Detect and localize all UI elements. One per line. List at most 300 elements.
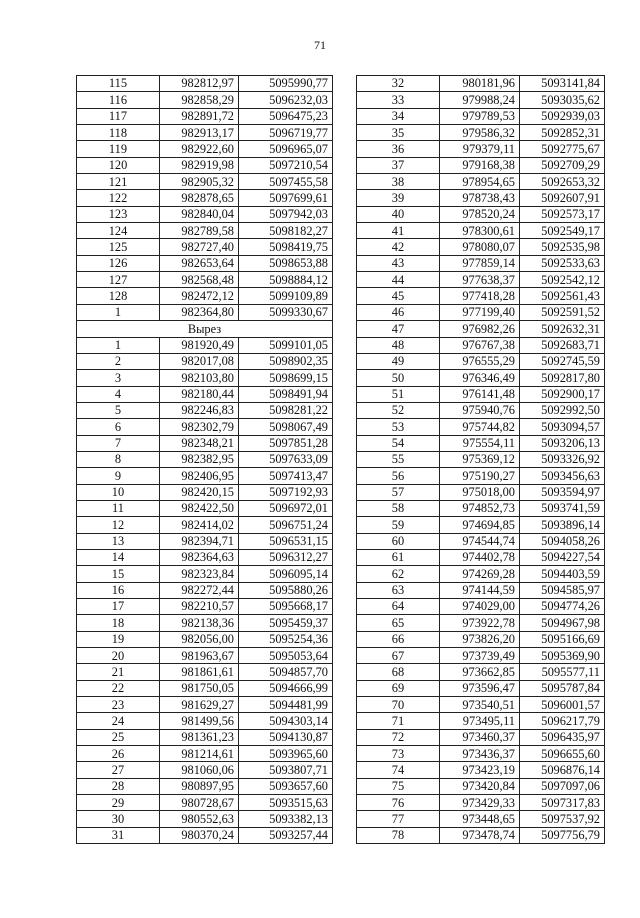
y-coordinate: 5096876,14 (520, 762, 605, 778)
table-row (357, 827, 605, 843)
x-coordinate: 981861,61 (160, 664, 239, 680)
table-row (357, 582, 605, 598)
y-coordinate: 5097699,61 (239, 190, 333, 206)
table-row (77, 484, 333, 500)
point-number: 69 (357, 680, 440, 696)
x-coordinate: 977859,14 (440, 255, 520, 271)
y-coordinate: 5092852,31 (520, 125, 605, 141)
x-coordinate: 982568,48 (160, 272, 239, 288)
table-row (77, 174, 333, 190)
y-coordinate: 5098281,22 (239, 402, 333, 418)
y-coordinate: 5093807,71 (239, 762, 333, 778)
y-coordinate: 5092535,98 (520, 239, 605, 255)
point-number: 1 (77, 337, 160, 353)
section-label: Вырез (77, 321, 333, 337)
point-number: 62 (357, 566, 440, 582)
point-number: 43 (357, 255, 440, 271)
y-coordinate: 5095787,84 (520, 680, 605, 696)
coordinates-table-right (356, 75, 605, 844)
y-coordinate: 5093741,59 (520, 500, 605, 516)
x-coordinate: 973596,47 (440, 680, 520, 696)
point-number: 19 (77, 631, 160, 647)
y-coordinate: 5093594,97 (520, 484, 605, 500)
y-coordinate: 5097455,58 (239, 174, 333, 190)
x-coordinate: 982056,00 (160, 631, 239, 647)
table-row (77, 239, 333, 255)
x-coordinate: 981750,05 (160, 680, 239, 696)
y-coordinate: 5094403,59 (520, 566, 605, 582)
point-number: 33 (357, 92, 440, 108)
y-coordinate: 5094585,97 (520, 582, 605, 598)
y-coordinate: 5096972,01 (239, 500, 333, 516)
point-number: 37 (357, 157, 440, 173)
x-coordinate: 982210,57 (160, 599, 239, 615)
point-number: 34 (357, 108, 440, 124)
point-number: 42 (357, 239, 440, 255)
x-coordinate: 982246,83 (160, 402, 239, 418)
x-coordinate: 982878,65 (160, 190, 239, 206)
y-coordinate: 5092573,17 (520, 206, 605, 222)
point-number: 7 (77, 435, 160, 451)
table-row (77, 157, 333, 173)
x-coordinate: 975018,00 (440, 484, 520, 500)
y-coordinate: 5097851,28 (239, 435, 333, 451)
y-coordinate: 5093515,63 (239, 795, 333, 811)
table-row (77, 500, 333, 516)
x-coordinate: 982394,71 (160, 533, 239, 549)
y-coordinate: 5093965,60 (239, 746, 333, 762)
x-coordinate: 977638,37 (440, 272, 520, 288)
x-coordinate: 973423,19 (440, 762, 520, 778)
x-coordinate: 980728,67 (160, 795, 239, 811)
table-body (357, 76, 605, 844)
y-coordinate: 5094967,98 (520, 615, 605, 631)
table-row (357, 206, 605, 222)
point-number: 123 (77, 206, 160, 222)
table-row (357, 304, 605, 320)
x-coordinate: 982420,15 (160, 484, 239, 500)
point-number: 15 (77, 566, 160, 582)
y-coordinate: 5095166,69 (520, 631, 605, 647)
point-number: 12 (77, 517, 160, 533)
table-row (357, 500, 605, 516)
point-number: 31 (77, 827, 160, 843)
table-row (77, 435, 333, 451)
table-row (77, 599, 333, 615)
y-coordinate: 5097413,47 (239, 468, 333, 484)
table-row (77, 762, 333, 778)
point-number: 74 (357, 762, 440, 778)
table-row (77, 582, 333, 598)
table-row (77, 713, 333, 729)
y-coordinate: 5096751,24 (239, 517, 333, 533)
table-row (357, 746, 605, 762)
table-row (357, 108, 605, 124)
table-row (77, 353, 333, 369)
x-coordinate: 973478,74 (440, 827, 520, 843)
point-number: 20 (77, 648, 160, 664)
x-coordinate: 973826,20 (440, 631, 520, 647)
x-coordinate: 973460,37 (440, 729, 520, 745)
table-row (77, 517, 333, 533)
point-number: 55 (357, 451, 440, 467)
y-coordinate: 5095880,26 (239, 582, 333, 598)
x-coordinate: 973420,84 (440, 778, 520, 794)
x-coordinate: 982406,95 (160, 468, 239, 484)
point-number: 24 (77, 713, 160, 729)
point-number: 41 (357, 223, 440, 239)
y-coordinate: 5098491,94 (239, 386, 333, 402)
point-number: 70 (357, 697, 440, 713)
point-number: 58 (357, 500, 440, 516)
table-row (357, 778, 605, 794)
x-coordinate: 982789,58 (160, 223, 239, 239)
point-number: 6 (77, 419, 160, 435)
table-row (77, 206, 333, 222)
point-number: 72 (357, 729, 440, 745)
table-row (357, 468, 605, 484)
x-coordinate: 982414,02 (160, 517, 239, 533)
point-number: 68 (357, 664, 440, 680)
point-number: 28 (77, 778, 160, 794)
y-coordinate: 5095990,77 (239, 76, 333, 92)
table-row (357, 288, 605, 304)
x-coordinate: 980552,63 (160, 811, 239, 827)
table-row (77, 729, 333, 745)
y-coordinate: 5097537,92 (520, 811, 605, 827)
table-row (357, 762, 605, 778)
y-coordinate: 5093896,14 (520, 517, 605, 533)
y-coordinate: 5097633,09 (239, 451, 333, 467)
y-coordinate: 5098902,35 (239, 353, 333, 369)
x-coordinate: 978738,43 (440, 190, 520, 206)
y-coordinate: 5092992,50 (520, 402, 605, 418)
x-coordinate: 982727,40 (160, 239, 239, 255)
x-coordinate: 974402,78 (440, 549, 520, 565)
y-coordinate: 5094303,14 (239, 713, 333, 729)
point-number: 26 (77, 746, 160, 762)
table-row (77, 680, 333, 696)
point-number: 47 (357, 321, 440, 337)
x-coordinate: 979789,53 (440, 108, 520, 124)
y-coordinate: 5094058,26 (520, 533, 605, 549)
x-coordinate: 981920,49 (160, 337, 239, 353)
point-number: 50 (357, 370, 440, 386)
point-number: 14 (77, 549, 160, 565)
x-coordinate: 976141,48 (440, 386, 520, 402)
table-row (77, 370, 333, 386)
point-number: 13 (77, 533, 160, 549)
table-row (77, 419, 333, 435)
point-number: 77 (357, 811, 440, 827)
y-coordinate: 5094666,99 (239, 680, 333, 696)
table-row (357, 141, 605, 157)
point-number: 67 (357, 648, 440, 664)
table-row (357, 337, 605, 353)
y-coordinate: 5097756,79 (520, 827, 605, 843)
table-row (77, 615, 333, 631)
point-number: 125 (77, 239, 160, 255)
point-number: 49 (357, 353, 440, 369)
table-row (77, 141, 333, 157)
y-coordinate: 5097317,83 (520, 795, 605, 811)
y-coordinate: 5098653,88 (239, 255, 333, 271)
point-number: 115 (77, 76, 160, 92)
table-row (357, 157, 605, 173)
table-row (357, 174, 605, 190)
y-coordinate: 5092775,67 (520, 141, 605, 157)
y-coordinate: 5095254,36 (239, 631, 333, 647)
y-coordinate: 5092607,91 (520, 190, 605, 206)
x-coordinate: 982323,84 (160, 566, 239, 582)
y-coordinate: 5096719,77 (239, 125, 333, 141)
x-coordinate: 973429,33 (440, 795, 520, 811)
y-coordinate: 5094227,54 (520, 549, 605, 565)
y-coordinate: 5097210,54 (239, 157, 333, 173)
point-number: 10 (77, 484, 160, 500)
x-coordinate: 975744,82 (440, 419, 520, 435)
x-coordinate: 982891,72 (160, 108, 239, 124)
y-coordinate: 5093141,84 (520, 76, 605, 92)
point-number: 53 (357, 419, 440, 435)
table-row (357, 386, 605, 402)
x-coordinate: 973448,65 (440, 811, 520, 827)
table-row (357, 631, 605, 647)
x-coordinate: 976982,26 (440, 321, 520, 337)
y-coordinate: 5096312,27 (239, 549, 333, 565)
y-coordinate: 5099109,89 (239, 288, 333, 304)
x-coordinate: 974544,74 (440, 533, 520, 549)
x-coordinate: 980370,24 (160, 827, 239, 843)
x-coordinate: 978080,07 (440, 239, 520, 255)
point-number: 124 (77, 223, 160, 239)
point-number: 66 (357, 631, 440, 647)
y-coordinate: 5092939,03 (520, 108, 605, 124)
x-coordinate: 977199,40 (440, 304, 520, 320)
table-row (77, 746, 333, 762)
table-row (357, 729, 605, 745)
point-number: 48 (357, 337, 440, 353)
y-coordinate: 5099330,67 (239, 304, 333, 320)
x-coordinate: 982103,80 (160, 370, 239, 386)
x-coordinate: 974269,28 (440, 566, 520, 582)
y-coordinate: 5098182,27 (239, 223, 333, 239)
x-coordinate: 981499,56 (160, 713, 239, 729)
table-row (357, 484, 605, 500)
x-coordinate: 976767,38 (440, 337, 520, 353)
y-coordinate: 5094857,70 (239, 664, 333, 680)
y-coordinate: 5095369,90 (520, 648, 605, 664)
point-number: 121 (77, 174, 160, 190)
table-row (77, 337, 333, 353)
point-number: 75 (357, 778, 440, 794)
x-coordinate: 982812,97 (160, 76, 239, 92)
y-coordinate: 5093035,62 (520, 92, 605, 108)
table-row (357, 697, 605, 713)
x-coordinate: 981060,06 (160, 762, 239, 778)
point-number: 8 (77, 451, 160, 467)
point-number: 118 (77, 125, 160, 141)
y-coordinate: 5098419,75 (239, 239, 333, 255)
point-number: 127 (77, 272, 160, 288)
table-row (357, 125, 605, 141)
page-number: 71 (314, 38, 326, 52)
point-number: 32 (357, 76, 440, 92)
table-row (77, 697, 333, 713)
x-coordinate: 979168,38 (440, 157, 520, 173)
table-row (77, 386, 333, 402)
y-coordinate: 5096001,57 (520, 697, 605, 713)
x-coordinate: 982302,79 (160, 419, 239, 435)
table-row (357, 713, 605, 729)
point-number: 116 (77, 92, 160, 108)
y-coordinate: 5092709,29 (520, 157, 605, 173)
table-row (357, 92, 605, 108)
table-row (357, 321, 605, 337)
x-coordinate: 981963,67 (160, 648, 239, 664)
x-coordinate: 982913,17 (160, 125, 239, 141)
point-number: 9 (77, 468, 160, 484)
x-coordinate: 982472,12 (160, 288, 239, 304)
point-number: 63 (357, 582, 440, 598)
point-number: 61 (357, 549, 440, 565)
point-number: 51 (357, 386, 440, 402)
point-number: 54 (357, 435, 440, 451)
table-row (77, 566, 333, 582)
x-coordinate: 981361,23 (160, 729, 239, 745)
point-number: 65 (357, 615, 440, 631)
table-row (357, 795, 605, 811)
y-coordinate: 5095053,64 (239, 648, 333, 664)
point-number: 45 (357, 288, 440, 304)
point-number: 2 (77, 353, 160, 369)
x-coordinate: 973922,78 (440, 615, 520, 631)
x-coordinate: 973662,85 (440, 664, 520, 680)
table-row (357, 255, 605, 271)
table-row (357, 549, 605, 565)
table-row (357, 680, 605, 696)
y-coordinate: 5094130,87 (239, 729, 333, 745)
x-coordinate: 973540,51 (440, 697, 520, 713)
table-row (357, 239, 605, 255)
point-number: 4 (77, 386, 160, 402)
y-coordinate: 5096531,15 (239, 533, 333, 549)
table-row (77, 549, 333, 565)
point-number: 38 (357, 174, 440, 190)
table-row (357, 76, 605, 92)
point-number: 21 (77, 664, 160, 680)
table-row (357, 402, 605, 418)
y-coordinate: 5093657,60 (239, 778, 333, 794)
y-coordinate: 5095668,17 (239, 599, 333, 615)
x-coordinate: 982922,60 (160, 141, 239, 157)
x-coordinate: 973739,49 (440, 648, 520, 664)
y-coordinate: 5092632,31 (520, 321, 605, 337)
table-row (77, 272, 333, 288)
y-coordinate: 5092542,12 (520, 272, 605, 288)
table-row (357, 533, 605, 549)
y-coordinate: 5097097,06 (520, 778, 605, 794)
point-number: 35 (357, 125, 440, 141)
x-coordinate: 973495,11 (440, 713, 520, 729)
table-row (357, 599, 605, 615)
y-coordinate: 5096435,97 (520, 729, 605, 745)
y-coordinate: 5092533,63 (520, 255, 605, 271)
point-number: 16 (77, 582, 160, 598)
point-number: 40 (357, 206, 440, 222)
table-row (357, 648, 605, 664)
table-row (357, 190, 605, 206)
table-row (77, 795, 333, 811)
x-coordinate: 978300,61 (440, 223, 520, 239)
x-coordinate: 982653,64 (160, 255, 239, 271)
table-row (77, 451, 333, 467)
y-coordinate: 5098699,15 (239, 370, 333, 386)
x-coordinate: 980181,96 (440, 76, 520, 92)
point-number: 60 (357, 533, 440, 549)
y-coordinate: 5097192,93 (239, 484, 333, 500)
x-coordinate: 974694,85 (440, 517, 520, 533)
table-row (357, 664, 605, 680)
x-coordinate: 982919,98 (160, 157, 239, 173)
point-number: 1 (77, 304, 160, 320)
table-row (357, 353, 605, 369)
y-coordinate: 5094481,99 (239, 697, 333, 713)
y-coordinate: 5093456,63 (520, 468, 605, 484)
y-coordinate: 5092549,17 (520, 223, 605, 239)
table-row (357, 517, 605, 533)
table-row (77, 533, 333, 549)
table-row (77, 811, 333, 827)
x-coordinate: 981214,61 (160, 746, 239, 762)
x-coordinate: 976555,29 (440, 353, 520, 369)
y-coordinate: 5092561,43 (520, 288, 605, 304)
table-row (77, 402, 333, 418)
point-number: 18 (77, 615, 160, 631)
x-coordinate: 982364,63 (160, 549, 239, 565)
table-row (77, 631, 333, 647)
table-row (77, 778, 333, 794)
x-coordinate: 982180,44 (160, 386, 239, 402)
x-coordinate: 982422,50 (160, 500, 239, 516)
table-row (357, 223, 605, 239)
table-row (77, 76, 333, 92)
x-coordinate: 982017,08 (160, 353, 239, 369)
table-body (77, 76, 333, 844)
x-coordinate: 974144,59 (440, 582, 520, 598)
table-row (77, 288, 333, 304)
point-number: 46 (357, 304, 440, 320)
coordinates-table-left (76, 75, 333, 844)
point-number: 71 (357, 713, 440, 729)
y-coordinate: 5092653,32 (520, 174, 605, 190)
section-header-row (77, 321, 333, 337)
x-coordinate: 974029,00 (440, 599, 520, 615)
table-row (357, 566, 605, 582)
table-row (77, 255, 333, 271)
x-coordinate: 975190,27 (440, 468, 520, 484)
y-coordinate: 5095459,37 (239, 615, 333, 631)
x-coordinate: 976346,49 (440, 370, 520, 386)
y-coordinate: 5094774,26 (520, 599, 605, 615)
x-coordinate: 973436,37 (440, 746, 520, 762)
y-coordinate: 5095577,11 (520, 664, 605, 680)
y-coordinate: 5092745,59 (520, 353, 605, 369)
y-coordinate: 5093382,13 (239, 811, 333, 827)
table-row (357, 370, 605, 386)
point-number: 5 (77, 402, 160, 418)
table-row (77, 108, 333, 124)
